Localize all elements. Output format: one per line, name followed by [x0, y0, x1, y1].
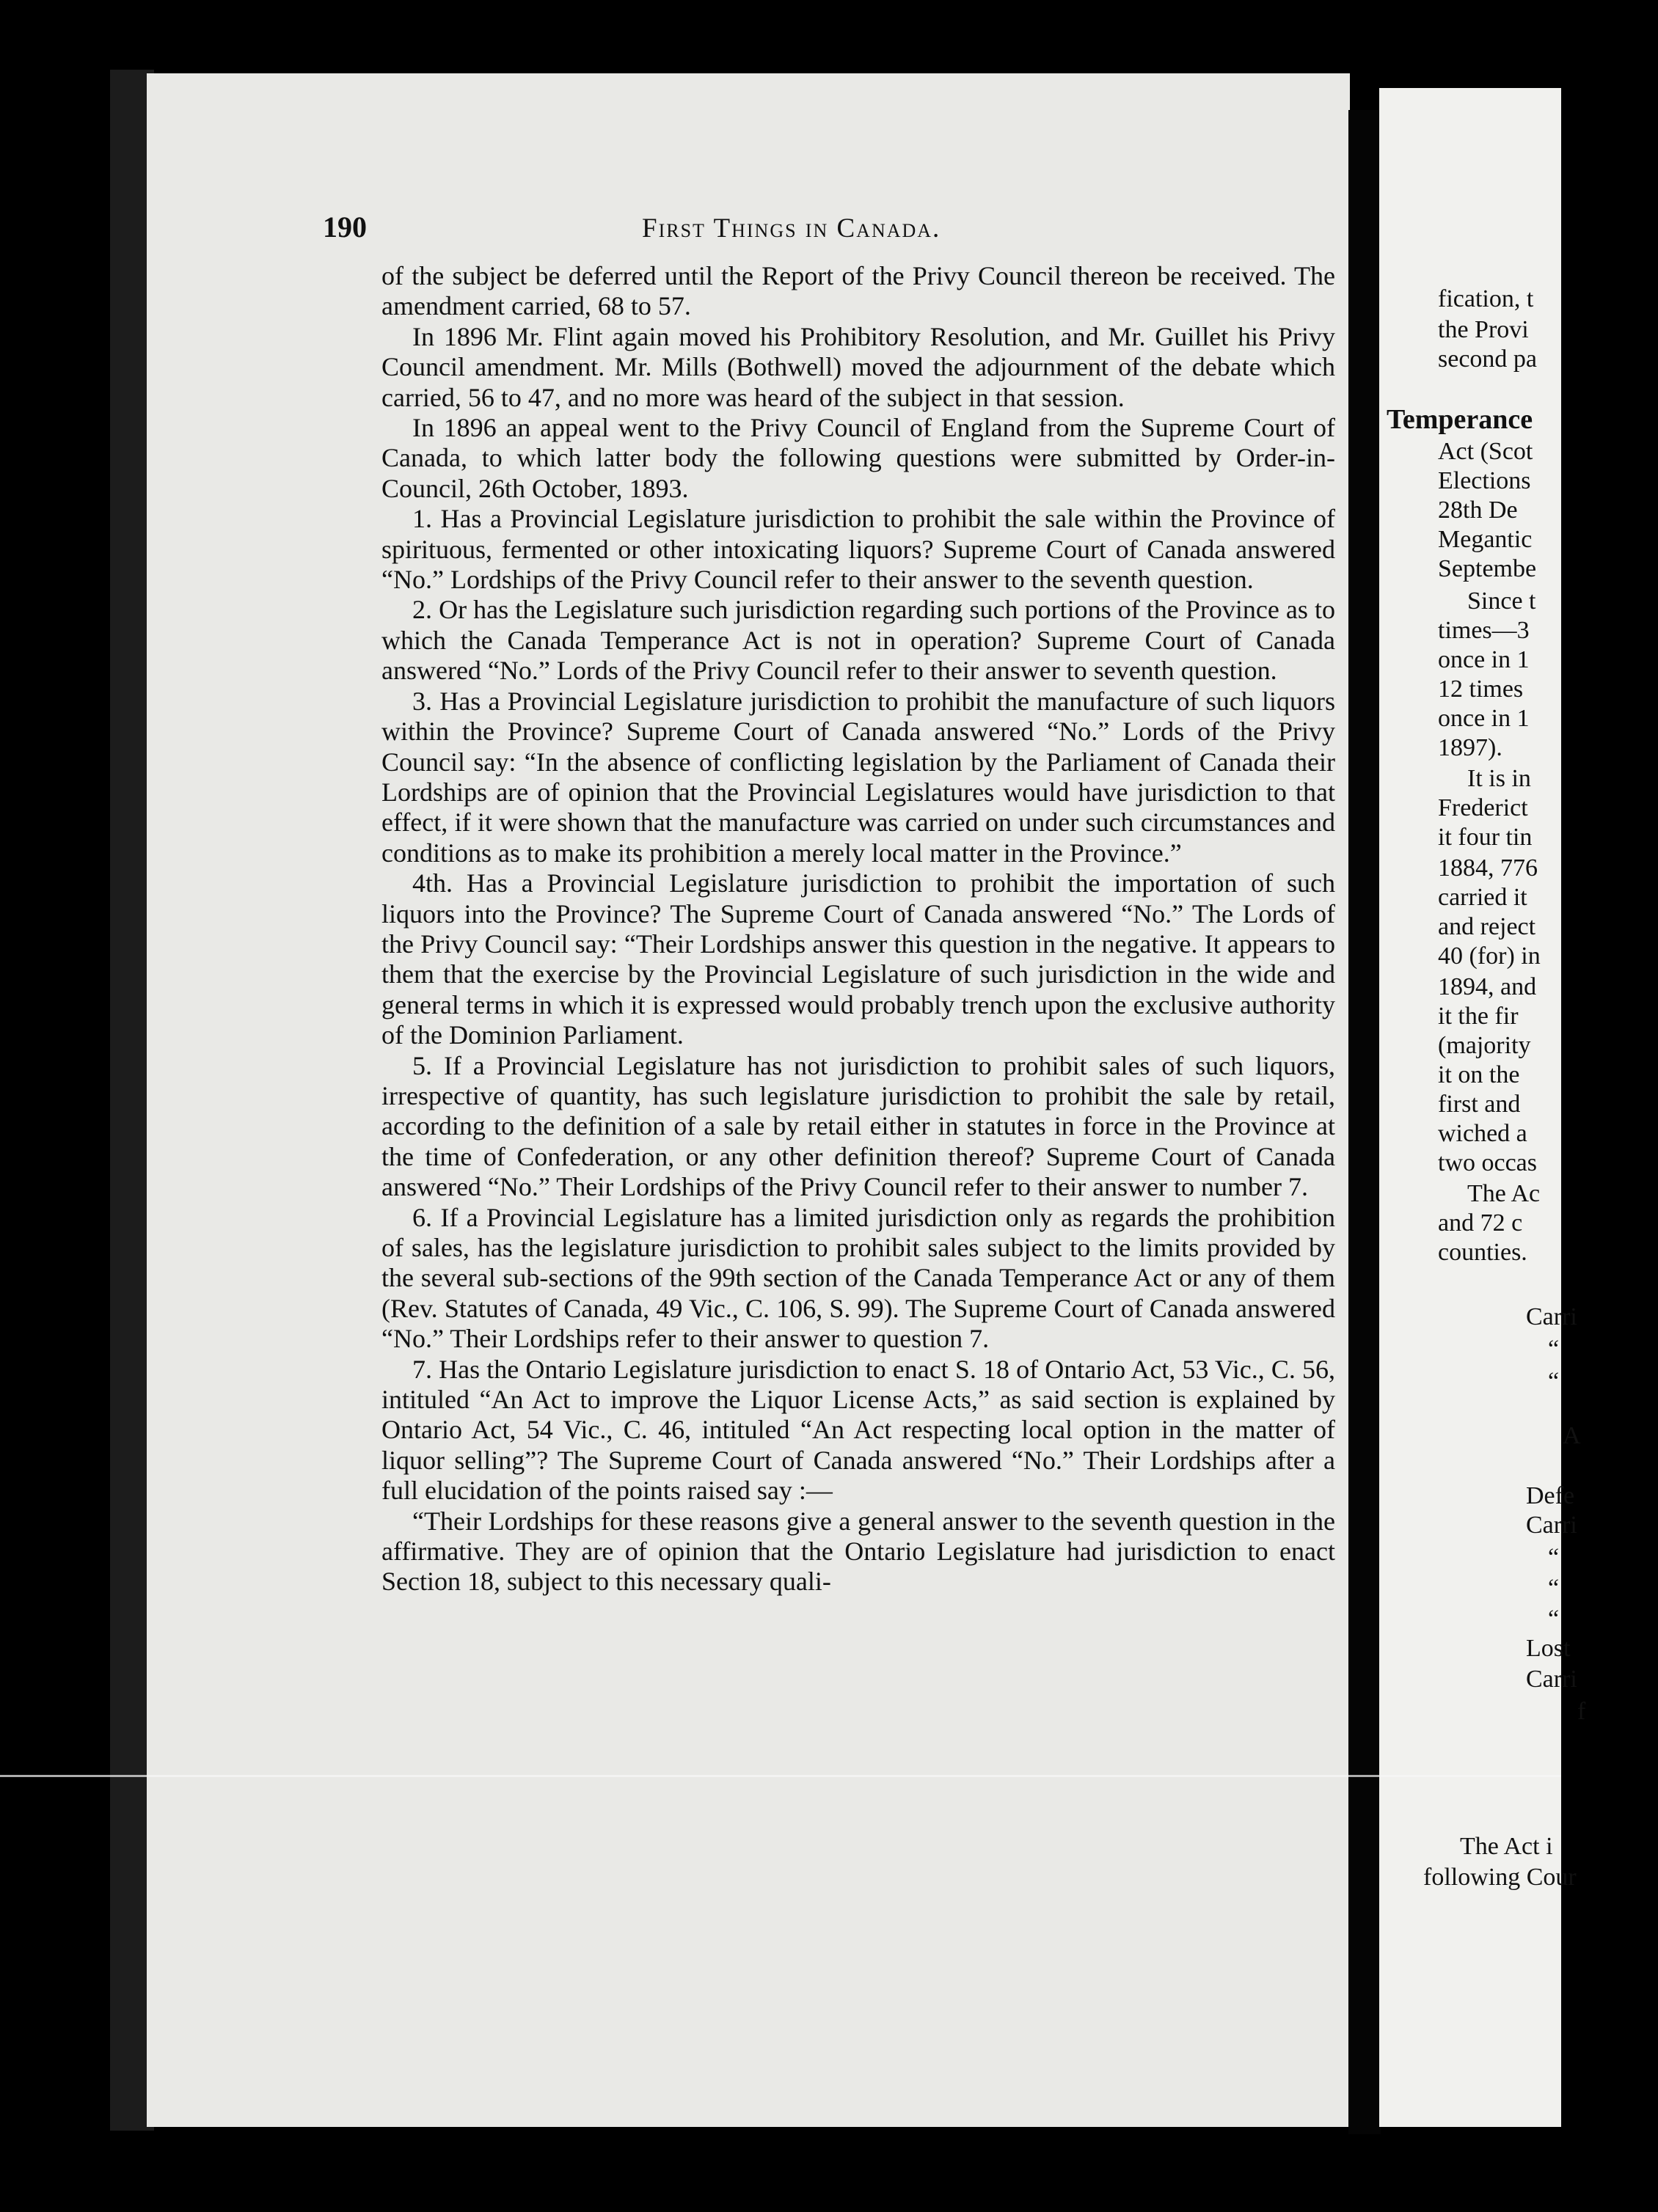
paragraph: “Their Lordships for these reasons give a general answer to the seventh question in the affirmative. They are of opinion that the Ontario Legislature had jurisdiction to enact Section 18, subject to this necessary quali-: [381, 1506, 1335, 1597]
right-line: 28th De: [1438, 497, 1518, 524]
paragraph: 2. Or has the Legislature such jurisdiction regarding such portions of the Province as to which the Canada Temperance Act is not in operation? Supreme Court of Canada answered “No.” Lords of the Privy Council refer to their answer to seventh question.: [381, 595, 1335, 686]
running-head: [323, 210, 1350, 254]
paragraph: In 1896 Mr. Flint again moved his Prohibitory Resolution, and Mr. Guillet his Privy Council amendment. Mr. Mills (Bothwell) moved the adjournment of the debate which carried, 56 to 47, and no more was heard of the subject in that session.: [381, 321, 1335, 412]
right-line: counties.: [1438, 1239, 1527, 1266]
right-line: Septembe: [1438, 555, 1537, 582]
right-line: times—3: [1438, 617, 1530, 644]
right-line: 1897).: [1438, 734, 1502, 761]
right-line: Act (Scot: [1438, 438, 1533, 465]
right-line: Defe: [1526, 1482, 1575, 1509]
right-line: first and: [1438, 1091, 1521, 1118]
right-line: Megantic: [1438, 526, 1533, 553]
right-line: Since t: [1467, 587, 1536, 615]
right-line: and reject: [1438, 913, 1536, 940]
paragraph: 1. Has a Provincial Legislature jurisdiction to prohibit the sale within the Province of spirituous, fermented or other intoxicating liquors? Supreme Court of Canada answered “No.” Lordships of the Privy Council refer to their answer to the seventh question.: [381, 504, 1335, 595]
right-line: it the fir: [1438, 1003, 1519, 1030]
right-line: Elections: [1438, 467, 1531, 494]
right-line: the Provi: [1438, 316, 1529, 343]
right-line: Carri: [1526, 1666, 1577, 1693]
right-line: carried it: [1438, 884, 1527, 911]
right-line: 40 (for) in: [1438, 942, 1541, 970]
right-line: “: [1548, 1575, 1560, 1602]
right-line: “: [1548, 1368, 1560, 1395]
right-line: “: [1548, 1336, 1560, 1363]
paragraph: 4th. Has a Provincial Legislature jurisdiction to prohibit the importation of such liquors into the Province? The Supreme Court of Canada answered “No.” The Lords of the Privy Council say: “Their Lordships answer this question in the negative. It appears to them that the exercise by the Provincial Legislature of such jurisdiction in the wide and general terms in which it is expressed would probably trench upon the exclusive authority of the Dominion Parliament.: [381, 868, 1335, 1050]
right-line: The Act i: [1460, 1833, 1553, 1860]
right-line: it four tin: [1438, 824, 1533, 851]
right-section-heading: Temperance: [1387, 404, 1533, 435]
right-line: The Ac: [1467, 1180, 1541, 1207]
page-number: 190: [323, 210, 367, 243]
right-line: following Cour: [1423, 1864, 1577, 1891]
right-line: and 72 c: [1438, 1209, 1523, 1237]
right-line: 1894, and: [1438, 973, 1537, 1000]
right-line: “: [1548, 1544, 1560, 1571]
paragraph: 7. Has the Ontario Legislature jurisdiction to enact S. 18 of Ontario Act, 53 Vic., C. 56, intituled “An Act to improve the Liquor License Acts,” as said section is explained by Ontario Act, 54 Vic., C. 46, intituled “An Act respecting local option in the matter of liquor selling”? The Supreme Court of Canada answered “No.” Their Lordships after a full elucidation of the points raised say :—: [381, 1354, 1335, 1506]
right-line: once in 1: [1438, 646, 1530, 673]
right-line: second pa: [1438, 345, 1538, 373]
paragraph: 6. If a Provincial Legislature has a limited jurisdiction only as regards the prohibition of sales, has the legislature jurisdiction to prohibit sales subject to the limits provided by the several sub-sections of the 99th section of the Canada Temperance Act or any of them (Rev. Statutes of Canada, 49 Vic., C. 106, S. 99). The Supreme Court of Canada answered “No.” Their Lordships refer to their answer to question 7.: [381, 1202, 1335, 1354]
right-line: wiched a: [1438, 1120, 1527, 1147]
right-line: f: [1577, 1698, 1586, 1725]
right-line: 1884, 776: [1438, 854, 1538, 882]
right-page-fragment: [1379, 88, 1586, 2127]
right-line: Frederict: [1438, 794, 1528, 821]
book-spine: [1348, 110, 1381, 2134]
right-line: it on the: [1438, 1061, 1520, 1088]
right-line: (majority: [1438, 1032, 1531, 1059]
right-line: two occas: [1438, 1149, 1538, 1176]
right-line: fication, t: [1438, 285, 1534, 312]
right-line: Carri: [1526, 1512, 1577, 1539]
right-line: 12 times: [1438, 675, 1524, 703]
right-line: “: [1548, 1605, 1560, 1633]
right-line: once in 1: [1438, 705, 1530, 732]
paragraph: 5. If a Provincial Legislature has not jurisdiction to prohibit sales of such liquors, irrespective of quantity, has such legislature jurisdiction to prohibit the sale by retail, according to the definition of a sale by retail either in statutes in force in the Province at the time of Confederation, or any other definition thereof? Supreme Court of Canada answered “No.” Their Lordships of the Privy Council refer to their answer to number 7.: [381, 1050, 1335, 1202]
right-line: Carri: [1526, 1303, 1577, 1330]
body-text: [381, 261, 1335, 1597]
running-title: First Things in Canada.: [642, 213, 941, 243]
paragraph: of the subject be deferred until the Report of the Privy Council thereon be received. The amendment carried, 68 to 57.: [381, 261, 1335, 321]
paragraph: 3. Has a Provincial Legislature jurisdiction to prohibit the manufacture of such liquors within the Province? Supreme Court of Canada answered “No.” Lords of the Privy Council say: “In the absence of conflicting legislation by the Parliament of Canada their Lordships are of opinion that the Provincial Legislatures would have jurisdiction to that effect, if it were shown that the manufacture was carried on under such circumstances and conditions as to make its prohibition a merely local matter in the Province.”: [381, 686, 1335, 868]
right-line: A: [1563, 1422, 1581, 1449]
right-line: Lost: [1526, 1635, 1571, 1662]
right-line: It is in: [1467, 765, 1531, 792]
paragraph: In 1896 an appeal went to the Privy Council of England from the Supreme Court of Canada, to which latter body the following questions were submitted by Order-in-Council, 26th October, 1893.: [381, 413, 1335, 503]
scan-artifact-line: [0, 1775, 1561, 1777]
